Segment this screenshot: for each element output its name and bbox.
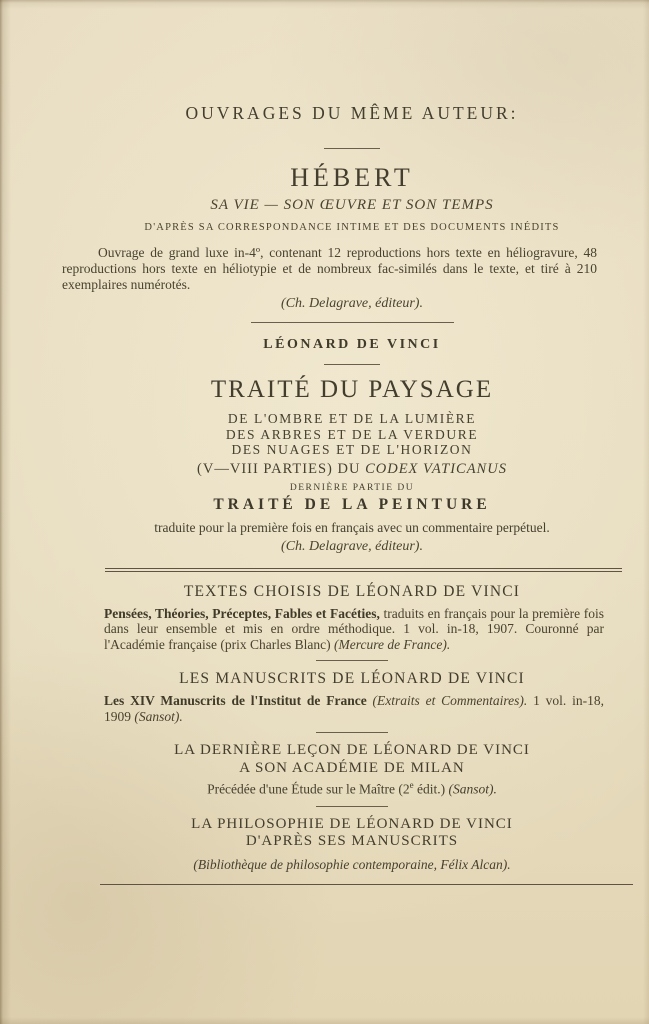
bottom-divider: [100, 884, 633, 885]
paysage-subtitle-line: DE L'OMBRE ET DE LA LUMIÈRE: [227, 411, 477, 426]
lecon-note-mid: édit.): [413, 781, 449, 797]
paysage-subtitle: [62, 411, 642, 458]
manuscrits-entry: [104, 693, 604, 724]
manuscrits-heading: LES MANUSCRITS DE LÉONARD DE VINCI: [179, 670, 525, 687]
textes-heading: TEXTES CHOISIS DE LÉONARD DE VINCI: [183, 582, 521, 600]
philosophie-title-line2: D'APRÈS SES MANUSCRITS: [245, 833, 459, 849]
divider: [316, 660, 388, 661]
textes-lead: Pensées, Théories, Préceptes, Fables et Facéties,: [104, 605, 380, 621]
hebert-subtitle: SA VIE — SON ŒUVRE ET SON TEMPS: [210, 197, 494, 213]
paysage-parties-line: [62, 461, 642, 478]
manuscrits-body: 1 vol. in-18, 1909: [104, 693, 605, 724]
section-textes-choisis: [62, 583, 642, 653]
parties-prefix: (V—VIII PARTIES) DU: [197, 460, 366, 477]
philosophie-note: (Bibliothèque de philosophie contemporaine, Félix Alcan).: [193, 856, 511, 872]
divider: [316, 806, 388, 807]
section-philosophie: [62, 816, 642, 873]
page-content: [62, 0, 642, 885]
lecon-note: [62, 780, 642, 798]
hebert-tagline: D'APRÈS SA CORRESPONDANCE INTIME ET DES DOCUMENTS INÉDITS: [144, 222, 560, 233]
hebert-publisher: (Ch. Delagrave, éditeur).: [281, 296, 423, 311]
manuscrits-subtitle: (Extraits et Commentaires).: [372, 693, 528, 708]
manuscrits-publisher: (Sansot).: [134, 708, 183, 724]
lecon-note-prefix: Précédée d'une Étude sur le Maître (2: [207, 781, 410, 797]
divider: [251, 322, 454, 323]
hebert-description: Ouvrage de grand luxe in-4º, contenant 12 reproductions hors texte en héliogravure, 48 reproductions hors texte en héliotypie et de nombreux fac-similés dans le texte, et tiré à 210 exemplaires numérotés.: [62, 245, 597, 292]
textes-entry: [104, 606, 604, 653]
section-hebert: [62, 163, 642, 312]
philosophie-title-line1: LA PHILOSOPHIE DE LÉONARD DE VINCI: [191, 815, 513, 832]
double-divider: [105, 568, 622, 572]
section-manuscrits: [62, 670, 642, 724]
section-derniere-lecon: [62, 742, 642, 798]
manuscrits-lead: Les XIV Manuscrits de l'Institut de France: [104, 693, 373, 708]
paysage-title: TRAITÉ DU PAYSAGE: [210, 376, 494, 403]
codex-name: CODEX VATICANUS: [365, 460, 507, 477]
lecon-title-line1: LA DERNIÈRE LEÇON DE LÉONARD DE VINCI: [174, 742, 530, 758]
author-name: LÉONARD DE VINCI: [263, 337, 441, 352]
paysage-subtitle-line: DES ARBRES ET DE LA VERDURE: [225, 426, 479, 442]
translation-note: traduite pour la première fois en français avec un commentaire perpétuel.: [154, 519, 550, 535]
lecon-publisher: (Sansot).: [448, 781, 497, 797]
lecon-title-line2: A SON ACADÉMIE DE MILAN: [239, 759, 465, 776]
philosophie-title: [62, 816, 642, 851]
peinture-title: TRAITÉ DE LA PEINTURE: [213, 495, 491, 513]
paysage-publisher: (Ch. Delagrave, éditeur).: [281, 538, 423, 554]
textes-publisher: (Mercure de France).: [333, 636, 451, 652]
divider: [324, 148, 380, 149]
divider: [316, 732, 388, 733]
paysage-subtitle-line: DES NUAGES ET DE L'HORIZON: [231, 442, 473, 457]
textes-body: traduits en français pour la première fois dans leur ensemble et mis en ordre méthodique. 1 vol. in-18, 1907. Couronné par l'Académie française (prix Charles Blanc): [104, 605, 604, 652]
divider: [324, 364, 380, 365]
page-title: OUVRAGES DU MÊME AUTEUR:: [185, 103, 519, 123]
hebert-title: HÉBERT: [290, 163, 414, 192]
lecon-note-superscript: e: [409, 780, 414, 790]
section-traite-du-paysage: [62, 337, 642, 555]
derniere-partie-note: DERNIÈRE PARTIE DU: [289, 482, 415, 493]
lecon-title: [62, 742, 642, 777]
